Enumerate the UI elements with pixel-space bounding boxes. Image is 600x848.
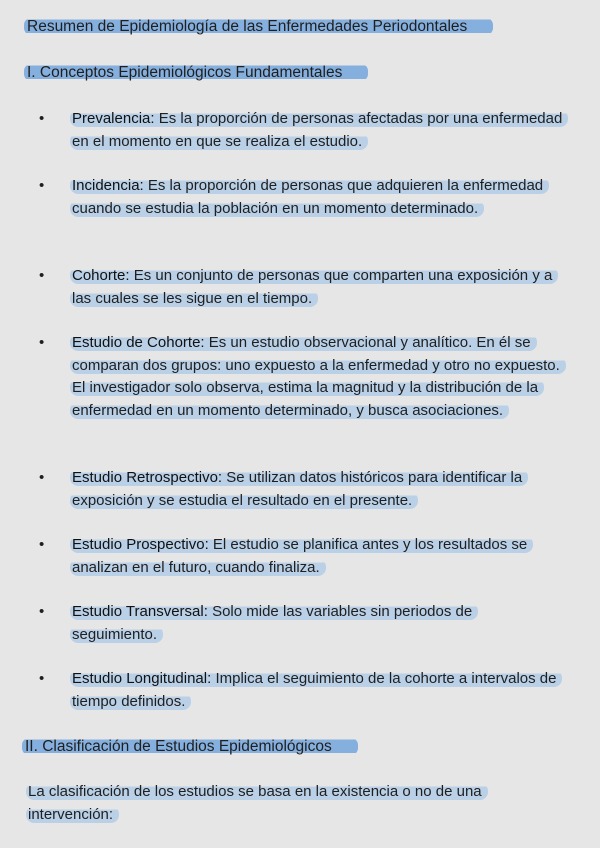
term-label: Estudio Transversal: <box>72 603 208 620</box>
term-definition: Es un conjunto de personas que comparten una exposición y a las cuales se les sigue en el tiempo. <box>72 267 553 307</box>
bullet-icon: • <box>39 536 45 553</box>
section-heading-conceptos <box>24 62 368 84</box>
bullet-icon: • <box>39 670 45 687</box>
section-heading-conceptos-text: I. Conceptos Epidemiológicos Fundamentales <box>24 64 368 81</box>
bullet-icon: • <box>39 267 45 284</box>
document-title <box>24 16 493 38</box>
term-definition: Solo mide las variables sin periodos de seguimiento. <box>72 603 473 643</box>
term-label: Estudio Longitudinal: <box>72 670 212 687</box>
term-definition: Es la proporción de personas afectadas por una enfermedad en el momento en que se realiza el estudio. <box>72 110 563 150</box>
term-label: Estudio Retrospectivo: <box>72 469 223 486</box>
list-item-transversal <box>39 601 564 646</box>
term-label: Estudio de Cohorte: <box>72 334 205 351</box>
list-item-retrospectivo <box>39 467 564 512</box>
term-definition: Implica el seguimiento de la cohorte a intervalos de tiempo definidos. <box>72 670 557 710</box>
section-heading-clasificacion-text: II. Clasificación de Estudios Epidemiológicos <box>22 738 358 755</box>
section-heading-clasificacion <box>22 736 358 758</box>
term-definition: Es un estudio observacional y analítico. En él se comparan dos grupos: uno expuesto a la enfermedad y otro no expuesto. El investigador solo observa, estima la magnitud y la distribución de la enfermedad en un momento determinado, y busca asociaciones. <box>72 334 560 419</box>
list-item-prevalencia <box>39 108 564 153</box>
classification-paragraph-text: La clasificación de los estudios se basa en la existencia o no de una intervención: <box>26 783 488 823</box>
term-definition: El estudio se planifica antes y los resultados se analizan en el futuro, cuando finaliza. <box>72 536 528 576</box>
term-definition: Se utilizan datos históricos para identificar la exposición y se estudia el resultado en el presente. <box>72 469 523 509</box>
list-item-longitudinal <box>39 668 564 713</box>
list-item-cohorte <box>39 265 564 310</box>
term-label: Cohorte: <box>72 267 130 284</box>
term-label: Prevalencia: <box>72 110 155 127</box>
bullet-icon: • <box>39 334 45 351</box>
document-title-text: Resumen de Epidemiología de las Enfermedades Periodontales <box>24 18 493 35</box>
bullet-icon: • <box>39 603 45 620</box>
bullet-icon: • <box>39 110 45 127</box>
list-item-incidencia <box>39 175 564 220</box>
term-definition: Es la proporción de personas que adquieren la enfermedad cuando se estudia la población en un momento determinado. <box>72 177 544 217</box>
bullet-icon: • <box>39 177 45 194</box>
list-item-prospectivo <box>39 534 564 579</box>
term-label: Estudio Prospectivo: <box>72 536 209 553</box>
list-item-estudio-cohorte <box>39 332 564 422</box>
classification-paragraph <box>26 781 556 826</box>
bullet-icon: • <box>39 469 45 486</box>
term-label: Incidencia: <box>72 177 144 194</box>
